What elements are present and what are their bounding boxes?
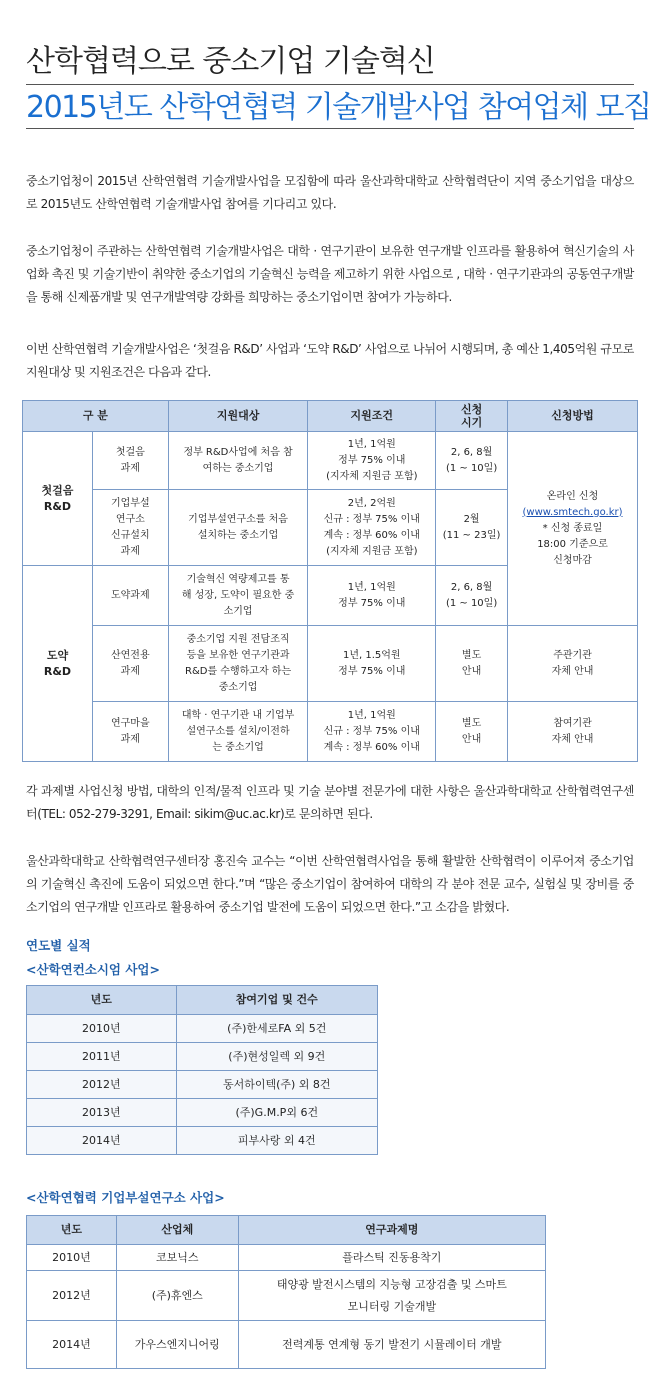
table-header-row (27, 986, 378, 1015)
cell-year: 2012년 (27, 1271, 117, 1321)
paragraph-1: 중소기업청이 2015년 산학연협력 기술개발사업을 모집함에 따라 울산과학대학교 산학협력단이 지역 중소기업을 대상으로 2015년도 산학연협력 기술개발사업 참여를 기다리고 있다. (26, 174, 634, 211)
cell-companies: 동서하이텍(주) 외 8건 (176, 1071, 377, 1099)
row-condition: 1년, 1억원 신규 : 정부 75% 이내 계속 : 정부 60% 이내 (308, 702, 436, 762)
row-condition: 1년, 1억원 정부 75% 이내 (지자체 지원금 포함) (308, 432, 436, 490)
cell-year: 2010년 (27, 1245, 117, 1271)
row-type: 기업부설 연구소 신규설치 과제 (92, 490, 168, 566)
header-company: 산업체 (116, 1216, 238, 1245)
paragraph-2: 중소기업청이 주관하는 산학연협력 기술개발사업은 대학 · 연구기관이 보유한 연구개발 인프라를 활용하여 혁신기술의 사업화 촉진 및 기술기반이 취약한 중소기업의 기술혁신 능력을 제고하기 위한 사업으로 , 대학 · 연구기관과의 공동연구개발을 통해 신제품개발 및 연구개발역량 강화를 희망하는 중소기업이면 참여가 가능하다. (26, 244, 634, 304)
header-year: 년도 (27, 1216, 117, 1245)
row-period: 별도 안내 (436, 702, 508, 762)
paragraph-3: 이번 산학연협력 기술개발사업은 ‘첫걸음 R&D’ 사업과 ‘도약 R&D’ 사업으로 나뉘어 시행되며, 총 예산 1,405억원 규모로 지원대상 및 지원조건은 다음과 같다. (26, 342, 634, 379)
row-condition: 1년, 1.5억원 정부 75% 이내 (308, 626, 436, 702)
cell-companies: (주)한세로FA 외 5건 (176, 1015, 377, 1043)
cell-project: 태양광 발전시스템의 지능형 고장검출 및 스마트 모니터링 기술개발 (238, 1271, 545, 1321)
cell-company: 코보닉스 (116, 1245, 238, 1271)
cell-companies: 피부사랑 외 4건 (176, 1127, 377, 1155)
header-project: 연구과제명 (238, 1216, 545, 1245)
row-period: 2, 6, 8월 (1 ~ 10일) (436, 432, 508, 490)
group-label: 첫걸음 R&D (23, 432, 93, 566)
row-target: 정부 R&D사업에 처음 참 여하는 중소기업 (168, 432, 308, 490)
table-row (27, 1043, 378, 1071)
row-period: 2월 (11 ~ 23일) (436, 490, 508, 566)
cell-year: 2011년 (27, 1043, 177, 1071)
results-subheading-2: <산학연협력 기업부설연구소 사업> (26, 1190, 225, 1205)
header-period: 신청 시기 (436, 401, 508, 432)
method-note: * 신청 종료일 18:00 기준으로 신청마감 (537, 522, 608, 566)
row-target: 기업부설연구소를 처음 설치하는 중소기업 (168, 490, 308, 566)
online-method-cell (508, 432, 638, 626)
row-method: 주관기관 자체 안내 (508, 626, 638, 702)
results-subheading-1: <산학연컨소시엄 사업> (26, 962, 160, 977)
cell-year: 2014년 (27, 1321, 117, 1369)
smtech-link[interactable]: (www.smtech.go.kr) (522, 506, 623, 518)
row-type: 첫걸음 과제 (92, 432, 168, 490)
cell-companies: (주)G.M.P외 6건 (176, 1099, 377, 1127)
table-header-row (23, 401, 638, 432)
results-heading: 연도별 실적 (26, 938, 91, 953)
row-type: 산연전용 과제 (92, 626, 168, 702)
headline: 산학협력으로 중소기업 기술혁신 (26, 44, 435, 79)
row-target: 대학 · 연구기관 내 기업부 설연구소를 설치/이전하 는 중소기업 (168, 702, 308, 762)
cell-companies: (주)현성일렉 외 9건 (176, 1043, 377, 1071)
paragraph-4: 각 과제별 사업신청 방법, 대학의 인적/물적 인프라 및 기술 분야별 전문가에 대한 사항은 울산과학대학교 산학협력연구센터(TEL: 052-279-3291, Email: sikim@uc.ac.kr)로 문의하면 된다. (26, 784, 634, 821)
row-condition: 1년, 1억원 정부 75% 이내 (308, 566, 436, 626)
header-companies: 참여기업 및 건수 (176, 986, 377, 1015)
row-type: 도약과제 (92, 566, 168, 626)
group-label: 도약 R&D (23, 566, 93, 762)
cell-company: (주)휴엔스 (116, 1271, 238, 1321)
subheadline-underline (26, 128, 634, 129)
table-row (27, 1245, 546, 1271)
paragraph-5: 울산과학대학교 산학협력연구센터장 홍진숙 교수는 “이번 산학연협력사업을 통해 활발한 산학협력이 이루어져 중소기업의 기술혁신 촉진에 도움이 되었으면 한다.”며 “많은 중소기업이 참여하여 대학의 각 분야 전문 교수, 실험실 및 장비를 중소기업의 연구개발 인프라로 활용하여 중소기업 발전에 도움이 되었으면 한다.”고 소감을 밝혔다. (26, 854, 634, 914)
header-year: 년도 (27, 986, 177, 1015)
table-row (23, 626, 638, 702)
table-row (27, 1271, 546, 1321)
lab-table (26, 1215, 546, 1369)
cell-year: 2010년 (27, 1015, 177, 1043)
row-target: 중소기업 지원 전담조직 등을 보유한 연구기관과 R&D를 수행하고자 하는 중소기업 (168, 626, 308, 702)
consortium-table (26, 985, 378, 1155)
cell-project: 전력계통 연계형 동기 발전기 시뮬레이터 개발 (238, 1321, 545, 1369)
table-row (27, 1071, 378, 1099)
headline-underline (26, 84, 634, 85)
support-table (22, 400, 638, 762)
cell-company: 가우스엔지니어링 (116, 1321, 238, 1369)
cell-year: 2014년 (27, 1127, 177, 1155)
table-row (23, 432, 638, 490)
table-row (27, 1015, 378, 1043)
header-condition: 지원조건 (308, 401, 436, 432)
table-row (27, 1127, 378, 1155)
row-period: 2, 6, 8월 (1 ~ 10일) (436, 566, 508, 626)
row-method: 참여기관 자체 안내 (508, 702, 638, 762)
row-period: 별도 안내 (436, 626, 508, 702)
table-row (27, 1321, 546, 1369)
cell-project: 플라스틱 진동용착기 (238, 1245, 545, 1271)
header-category: 구 분 (23, 401, 169, 432)
cell-year: 2012년 (27, 1071, 177, 1099)
row-target: 기술혁신 역량제고를 통 해 성장, 도약이 필요한 중 소기업 (168, 566, 308, 626)
table-header-row (27, 1216, 546, 1245)
subheadline: 2015년도 산학연협력 기술개발사업 참여업체 모집 (26, 90, 651, 125)
row-type: 연구마을 과제 (92, 702, 168, 762)
table-row (23, 702, 638, 762)
method-online: 온라인 신청 (546, 490, 599, 502)
header-method: 신청방법 (508, 401, 638, 432)
cell-year: 2013년 (27, 1099, 177, 1127)
row-condition: 2년, 2억원 신규 : 정부 75% 이내 계속 : 정부 60% 이내 (지자체 지원금 포함) (308, 490, 436, 566)
header-target: 지원대상 (168, 401, 308, 432)
table-row (27, 1099, 378, 1127)
